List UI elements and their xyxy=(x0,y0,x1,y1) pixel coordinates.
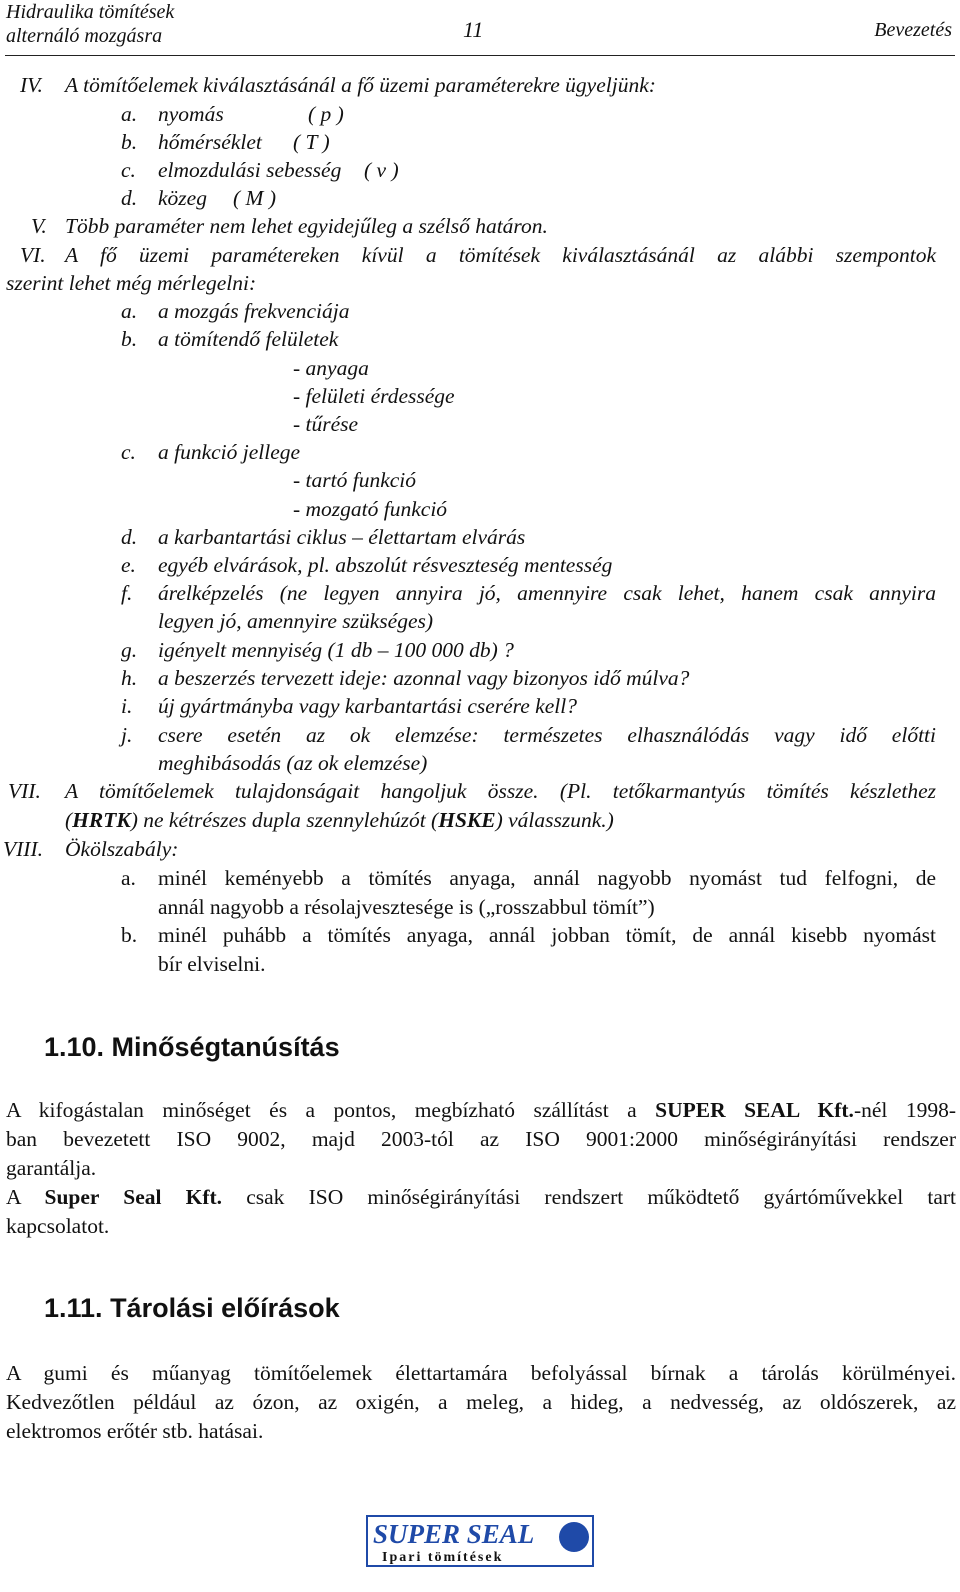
sub-item-text: új gyártmányba vagy karbantartási cserére kell? xyxy=(158,694,577,718)
rule-text-cont: annál nagyobb a résolajvesztesége is („rosszabbul tömít”) xyxy=(158,895,655,919)
paragraph-line xyxy=(6,1096,956,1125)
text-run: csak ISO minőségirányítási rendszert működtető gyártóművekkel tart xyxy=(222,1185,957,1209)
param-symbol: ( v ) xyxy=(364,158,399,182)
sub-sub-item: - tűrése xyxy=(293,412,359,436)
sub-letter: d. xyxy=(121,186,138,210)
running-header-left xyxy=(6,0,174,48)
header-title-line1: Hidraulika tömítések xyxy=(6,1,175,23)
roman-numeral: V. xyxy=(31,214,47,238)
sub-item-text: árelképzelés (ne legyen annyira jó, amennyire csak lehet, hanem csak annyira xyxy=(158,581,936,605)
super-seal-logo xyxy=(366,1515,594,1567)
paragraph-line: elektromos erőtér stb. hatásai. xyxy=(6,1419,264,1443)
page-number: 11 xyxy=(463,17,484,42)
sub-sub-item: - felületi érdessége xyxy=(293,384,455,408)
sub-letter: e. xyxy=(121,553,136,577)
company-name-bold: Super Seal Kft. xyxy=(44,1185,223,1209)
list-item-viii-text: Ökölszabály: xyxy=(65,837,179,861)
param-name: közeg xyxy=(158,186,207,210)
roman-numeral: VIII. xyxy=(3,837,43,861)
paragraph-line: kapcsolatot. xyxy=(6,1214,110,1238)
sub-letter: f. xyxy=(121,581,133,605)
sub-sub-item: - mozgató funkció xyxy=(293,497,448,521)
section-heading-1-11: 1.11. Tárolási előírások xyxy=(44,1293,340,1323)
list-item-v-text: Több paraméter nem lehet egyidejűleg a szélső határon. xyxy=(65,214,548,238)
section-heading-1-10: 1.10. Minőségtanúsítás xyxy=(44,1032,340,1062)
sub-item-text: csere esetén az ok elemzése: természetes elhasználódás vagy idő előtti xyxy=(158,723,936,747)
header-divider xyxy=(5,55,955,56)
sub-letter: a. xyxy=(121,866,136,890)
sub-letter: j. xyxy=(121,723,133,747)
sub-item-text-cont: meghibásodás (az ok elemzése) xyxy=(158,751,428,775)
param-name: nyomás xyxy=(158,102,224,126)
sub-letter: b. xyxy=(121,923,138,947)
roman-numeral: VI. xyxy=(20,243,46,267)
logo-circle-icon xyxy=(559,1522,589,1552)
roman-numeral: IV. xyxy=(20,73,43,97)
rule-text: minél keményebb a tömítés anyaga, annál nagyobb nyomást tud felfogni, de xyxy=(158,866,936,890)
list-item-iv xyxy=(20,72,43,98)
sub-item-text-cont: legyen jó, amennyire szükséges) xyxy=(158,609,434,633)
bold-code-hske: HSKE xyxy=(438,808,496,832)
sub-sub-item: - tartó funkció xyxy=(293,468,417,492)
sub-letter: g. xyxy=(121,638,138,662)
text-run: ( xyxy=(65,808,73,832)
list-item-vii-line1: A tömítőelemek tulajdonságait hangoljuk össze. (Pl. tetőkarmantyús tömítés készlethez xyxy=(65,779,936,803)
rule-text: minél puhább a tömítés anyaga, annál jobban tömít, de annál kisebb nyomást xyxy=(158,923,936,947)
paragraph-storage xyxy=(6,1359,956,1446)
list-item-vi-line2: szerint lehet még mérlegelni: xyxy=(6,271,257,295)
param-symbol: ( T ) xyxy=(293,130,330,154)
sub-letter: b. xyxy=(121,130,138,154)
sub-item-text: a mozgás frekvenciája xyxy=(158,299,350,323)
sub-letter: h. xyxy=(121,666,138,690)
param-symbol: ( M ) xyxy=(233,186,276,210)
sub-letter: b. xyxy=(121,327,138,351)
text-run: A xyxy=(6,1185,45,1209)
running-header-right: Bevezetés xyxy=(874,19,952,41)
list-item-vi-line1: A fő üzemi paramétereken kívül a tömítések kiválasztásánál az alábbi szempontok xyxy=(65,243,936,267)
sub-item-text: a karbantartási ciklus – élettartam elvárás xyxy=(158,525,526,549)
sub-item-text: egyéb elvárások, pl. abszolút résveszteség mentesség xyxy=(158,553,613,577)
bold-code-hrtk: HRTK xyxy=(72,808,131,832)
sub-letter: d. xyxy=(121,525,138,549)
header-title-line2: alternáló mozgásra xyxy=(6,25,163,47)
paragraph-quality xyxy=(6,1096,956,1241)
rule-text-cont: bír elviselni. xyxy=(158,952,266,976)
sub-item-text: a tömítendő felületek xyxy=(158,327,339,351)
paragraph-line xyxy=(6,1183,956,1212)
sub-letter: c. xyxy=(121,158,136,182)
logo-tagline: Ipari tömítések xyxy=(382,1550,504,1565)
param-name: elmozdulási sebesség xyxy=(158,158,342,182)
company-name-bold: SUPER SEAL Kft. xyxy=(655,1098,854,1122)
sub-item-text: a funkció jellege xyxy=(158,440,301,464)
sub-item-text: a beszerzés tervezett ideje: azonnal vagy bizonyos idő múlva? xyxy=(158,666,690,690)
list-item-iv-text: A tömítőelemek kiválasztásánál a fő üzemi paraméterekre ügyeljünk: xyxy=(65,73,656,97)
text-run: A kifogástalan minőséget és a pontos, megbízható szállítást a xyxy=(6,1098,656,1122)
text-run: -nél 1998- xyxy=(853,1098,956,1122)
param-name: hőmérséklet xyxy=(158,130,262,154)
logo-wordmark: SUPER SEAL xyxy=(373,1519,535,1549)
sub-letter: a. xyxy=(121,102,138,126)
text-run: ) válasszunk.) xyxy=(495,808,614,832)
paragraph-line: garantálja. xyxy=(6,1156,97,1180)
list-item-vii-line2 xyxy=(65,807,614,833)
sub-letter: i. xyxy=(121,694,133,718)
sub-letter: c. xyxy=(121,440,136,464)
param-symbol: ( p ) xyxy=(308,102,344,126)
sub-sub-item: - anyaga xyxy=(293,356,369,380)
paragraph-line: A gumi és műanyag tömítőelemek élettartamára befolyással bírnak a tárolás körülményei. xyxy=(6,1361,956,1385)
text-run: ) ne kétrészes dupla szennylehúzót ( xyxy=(130,808,439,832)
roman-numeral: VII. xyxy=(8,779,41,803)
sub-letter: a. xyxy=(121,299,138,323)
paragraph-line: ban bevezetett ISO 9002, majd 2003-tól az ISO 9001:2000 minőségirányítási rendszer xyxy=(6,1127,956,1151)
sub-item-text: igényelt mennyiség (1 db – 100 000 db) ? xyxy=(158,638,514,662)
paragraph-line: Kedvezőtlen például az ózon, az oxigén, a meleg, a hideg, a nedvesség, az oldószerek, az xyxy=(6,1390,956,1414)
